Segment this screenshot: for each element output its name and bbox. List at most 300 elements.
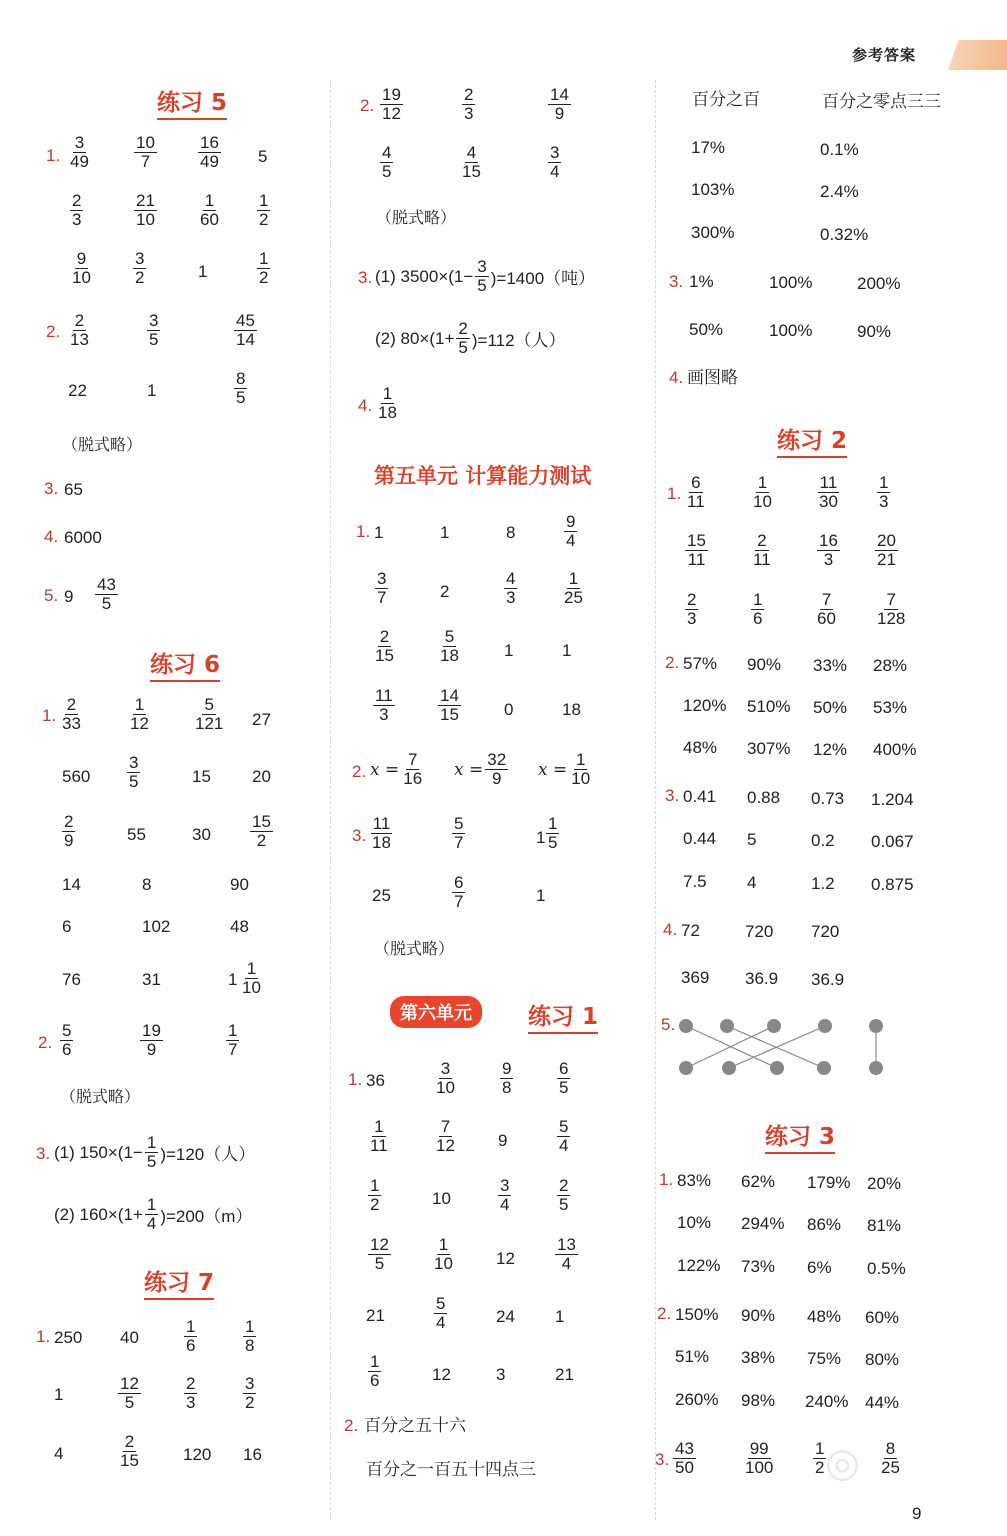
answer-value: 36.9: [745, 969, 779, 988]
fraction-numerator: 7: [407, 750, 418, 769]
fraction-denominator: 5: [559, 1078, 569, 1097]
fraction-numerator: 43: [675, 1439, 694, 1458]
fraction-numerator: 1: [382, 384, 393, 403]
fraction: [879, 1440, 902, 1477]
match-dot: [770, 1061, 784, 1075]
fraction: [95, 576, 118, 613]
fraction-denominator: 11: [370, 1136, 388, 1155]
fraction: [485, 751, 508, 788]
fraction: [145, 1196, 158, 1233]
fraction: [68, 312, 91, 349]
answer-value: 6%: [807, 1258, 832, 1277]
fraction: [456, 320, 469, 357]
answer-value: 48: [230, 917, 249, 936]
answer-value: 76: [62, 970, 81, 989]
item-label: 1.: [46, 146, 61, 165]
fraction-numerator: 19: [142, 1021, 161, 1040]
fraction-numerator: 2: [458, 319, 468, 338]
item-label: 2.: [360, 96, 375, 115]
fraction-denominator: 49: [70, 152, 89, 171]
answer-value: 1: [555, 1307, 565, 1326]
fraction-denominator: 25: [564, 588, 583, 607]
fraction-denominator: 3: [72, 210, 82, 229]
fraction: [240, 960, 263, 997]
answer-value: 1: [504, 641, 514, 660]
answer-value: 53%: [873, 698, 908, 717]
fraction-numerator: 21: [136, 191, 155, 210]
answer-value: 25: [372, 886, 391, 905]
answer-value: 369: [681, 968, 710, 987]
fraction: [815, 591, 838, 628]
fraction: [548, 144, 561, 181]
fraction-denominator: 5: [129, 772, 139, 791]
fraction: [817, 474, 840, 511]
fraction-denominator: 33: [62, 714, 81, 733]
answer-value: 21: [366, 1306, 385, 1325]
fraction-denominator: 4: [436, 1313, 446, 1332]
fraction-denominator: 9: [491, 769, 502, 788]
equation-part: (2) 160×(1+: [54, 1204, 143, 1224]
fraction-numerator: 16: [200, 133, 219, 152]
answer-value: 120: [183, 1445, 212, 1464]
answer-value: 21: [555, 1365, 574, 1384]
fraction-denominator: 49: [200, 152, 219, 171]
answer-value: 1: [536, 886, 546, 905]
fraction-numerator: 9: [76, 249, 87, 268]
fraction-denominator: 3: [379, 705, 389, 724]
fraction: [133, 250, 146, 287]
fraction: [257, 250, 270, 287]
match-dot: [817, 1061, 831, 1075]
answer-value: 98%: [741, 1391, 776, 1410]
item-label: 2.: [46, 322, 61, 341]
fraction-numerator: 2: [74, 311, 85, 330]
fraction-denominator: 12: [382, 104, 401, 123]
fraction-denominator: 12: [130, 714, 149, 733]
section-title: 练习 6: [150, 646, 220, 682]
fraction: [70, 192, 83, 229]
equation-part: )=200（m）: [160, 1207, 253, 1226]
fraction-numerator: 3: [477, 257, 487, 276]
fraction-denominator: 60: [817, 609, 836, 628]
fraction-denominator: 8: [502, 1078, 512, 1097]
fraction-numerator: 2: [559, 1176, 569, 1195]
item-label: 4.: [669, 368, 684, 387]
item-label: 3.: [352, 826, 367, 845]
unit-badge: 第六单元: [390, 996, 482, 1028]
fraction: [685, 591, 698, 628]
item-label: 2.: [657, 1304, 672, 1323]
fraction-denominator: 121: [195, 714, 224, 733]
answer-value: 179%: [807, 1173, 851, 1192]
answer-value: 300%: [691, 223, 735, 242]
answer-value: 250: [54, 1328, 83, 1347]
fraction-denominator: 5: [124, 1393, 135, 1412]
fraction: [434, 1295, 447, 1332]
fraction-numerator: 1: [815, 1439, 825, 1458]
answer-value: 1: [440, 523, 450, 542]
equation: [54, 1196, 252, 1233]
answer-value: 83%: [677, 1171, 712, 1190]
item-label: 3.: [665, 786, 680, 805]
variable: x =: [454, 759, 484, 780]
fraction-numerator: 2: [186, 1374, 196, 1393]
answer-value: 1.204: [871, 790, 914, 809]
fraction: [128, 696, 151, 733]
answer-value: 1%: [689, 272, 714, 291]
answer-value: 40: [120, 1328, 139, 1347]
answer-value: 240%: [805, 1392, 849, 1411]
fraction-numerator: 3: [74, 133, 85, 152]
item-label: 1.: [348, 1070, 363, 1089]
answer-value: 55: [127, 825, 146, 844]
fraction-numerator: 6: [559, 1059, 569, 1078]
answer-value: 122%: [677, 1256, 721, 1275]
fraction-numerator: 11: [375, 686, 393, 705]
answer-value: 200%: [857, 274, 901, 293]
fraction-numerator: 20: [877, 531, 896, 550]
item-label: 1.: [659, 1170, 674, 1189]
fraction-numerator: 12: [370, 1235, 389, 1254]
fraction: [817, 532, 840, 569]
fraction: [462, 86, 475, 123]
equation: [54, 1134, 255, 1171]
fraction-numerator: 1: [757, 473, 768, 492]
item-label: 5.: [661, 1015, 676, 1034]
item-label: 1.: [356, 522, 371, 541]
answer-value: 0.73: [811, 789, 845, 808]
fraction-denominator: 21: [877, 550, 896, 569]
fraction-numerator: 5: [454, 814, 464, 833]
answer-value: 6: [62, 917, 72, 936]
fraction-numerator: 1: [134, 695, 145, 714]
fraction: [434, 1060, 457, 1097]
fraction-denominator: 11: [753, 550, 771, 569]
fraction-denominator: 5: [548, 833, 558, 852]
equation: [454, 751, 510, 788]
fraction-denominator: 18: [378, 403, 397, 422]
fraction-numerator: 5: [559, 1117, 569, 1136]
fraction: [198, 192, 221, 229]
fraction-denominator: 4: [550, 162, 560, 181]
answer-value: 17%: [691, 138, 726, 157]
fraction: [140, 1022, 163, 1059]
fraction: [557, 1060, 570, 1097]
fraction: [548, 86, 571, 123]
answer-value: 307%: [747, 739, 791, 758]
column-left: [0, 0, 330, 1536]
answer-value: 73%: [741, 1257, 776, 1276]
omitted-note: （脱式略）: [62, 435, 143, 454]
equation-part: (1) 150×(1−: [54, 1142, 143, 1162]
fraction: [685, 474, 707, 511]
answer-value: 0.44: [683, 829, 717, 848]
answer-value: 9: [498, 1131, 508, 1150]
fraction-denominator: 5: [374, 1254, 385, 1273]
fraction-denominator: 5: [149, 330, 159, 349]
fraction: [250, 813, 273, 850]
fraction-numerator: 1: [374, 1117, 384, 1136]
answer-value: 400%: [873, 740, 917, 759]
matching-diagram: [679, 1018, 889, 1078]
fraction-numerator: 16: [819, 531, 838, 550]
item-label: 2.: [665, 653, 680, 672]
answer-text: 画图略: [687, 368, 738, 388]
item-label: 3.: [655, 1450, 670, 1469]
answer-value: 560: [62, 767, 91, 786]
fraction-numerator: 1: [568, 569, 579, 588]
fraction: [368, 1353, 381, 1390]
answer-value: 15: [192, 767, 211, 786]
answer-value: 62%: [741, 1172, 776, 1191]
fraction: [147, 312, 160, 349]
answer-value: 57%: [683, 654, 718, 673]
item-label: 3.: [36, 1144, 51, 1163]
fraction: [546, 815, 559, 852]
answer-value: 10%: [677, 1213, 712, 1232]
answer-value: 0.1%: [820, 140, 859, 159]
item-label: 5.: [44, 586, 59, 605]
fraction-denominator: 10: [242, 978, 261, 997]
fraction-denominator: 5: [477, 276, 487, 295]
fraction-numerator: 1: [575, 750, 586, 769]
equation-part: )=120（人）: [160, 1145, 256, 1164]
fraction: [743, 1440, 775, 1477]
answer-value: 27: [252, 710, 271, 729]
answer-value: 8: [506, 523, 516, 542]
fraction-numerator: 4: [506, 569, 516, 588]
match-dot: [818, 1019, 832, 1033]
fraction: [498, 1177, 511, 1214]
answer-value: 1: [228, 970, 238, 989]
fraction: [877, 474, 890, 511]
fraction-denominator: 2: [259, 210, 269, 229]
fraction-numerator: 1: [186, 1317, 196, 1336]
fraction-denominator: 5: [458, 338, 468, 357]
fraction-numerator: 1: [370, 1176, 380, 1195]
item-label: 2.: [38, 1033, 53, 1052]
fraction-denominator: 5: [559, 1195, 569, 1214]
fraction-denominator: 10: [753, 492, 772, 511]
fraction: [460, 144, 483, 181]
fraction-numerator: 5: [436, 1294, 446, 1313]
fraction-numerator: 2: [687, 590, 697, 609]
answer-value: 30: [192, 825, 211, 844]
fraction-numerator: 43: [97, 575, 116, 594]
match-dot: [767, 1019, 781, 1033]
variable: x =: [538, 759, 568, 780]
fraction-denominator: 6: [370, 1371, 380, 1390]
item-label: 4.: [358, 396, 373, 415]
fraction: [500, 1060, 513, 1097]
item-label: 3.: [669, 272, 684, 291]
fraction-numerator: 19: [382, 85, 401, 104]
answer-value: 81%: [867, 1216, 902, 1235]
equation: [375, 258, 595, 295]
fraction-denominator: 2: [815, 1458, 825, 1477]
fraction: [373, 628, 396, 665]
fraction-numerator: 11: [819, 473, 838, 492]
answer-value: 102: [142, 917, 171, 936]
fraction-numerator: 4: [382, 143, 392, 162]
answer-value: 2.4%: [820, 182, 859, 201]
fraction-denominator: 5: [101, 594, 112, 613]
watermark-logo: ◎: [825, 1441, 860, 1485]
answer-value: 100%: [769, 321, 813, 340]
fraction-numerator: 1: [753, 590, 763, 609]
fraction-denominator: 15: [375, 646, 394, 665]
fraction: [184, 1375, 197, 1412]
fraction-numerator: 1: [438, 1235, 449, 1254]
match-dot: [722, 1061, 736, 1075]
answer-value: 1: [54, 1385, 64, 1404]
equation-part: (1) 3500×(1−: [375, 266, 474, 286]
page-number: 9: [912, 1504, 922, 1523]
fraction-numerator: 15: [252, 812, 271, 831]
fraction: [438, 628, 461, 665]
fraction-numerator: 1: [370, 1352, 380, 1371]
answer-value: 510%: [747, 697, 791, 716]
equation: [370, 751, 426, 788]
fraction: [475, 258, 488, 295]
fraction-numerator: 1: [228, 1021, 238, 1040]
fraction: [875, 532, 898, 569]
fraction: [60, 1022, 73, 1059]
answer-value: 0: [504, 700, 514, 719]
answer-value: 90%: [741, 1306, 776, 1325]
fraction-numerator: 1: [879, 473, 889, 492]
fraction: [243, 1318, 256, 1355]
answer-value: 1: [198, 262, 208, 281]
fraction-denominator: 11: [687, 492, 705, 511]
answer-value: 5: [258, 147, 268, 166]
fraction: [184, 1318, 197, 1355]
fraction-numerator: 2: [72, 191, 82, 210]
answer-value: 10: [432, 1189, 451, 1208]
fraction: [370, 815, 393, 852]
fraction-denominator: 10: [571, 769, 591, 788]
fraction-denominator: 4: [561, 1254, 572, 1273]
fraction: [564, 513, 577, 550]
answer-text: 百分之百: [692, 90, 760, 110]
item-label: 4.: [44, 527, 59, 546]
fraction-denominator: 2: [245, 1393, 255, 1412]
fraction-denominator: 6: [62, 1040, 72, 1059]
fraction-numerator: 3: [129, 753, 139, 772]
answer-value: 72: [681, 921, 700, 940]
section-title: 练习 3: [765, 1118, 835, 1154]
fraction-denominator: 18: [372, 833, 391, 852]
fraction: [62, 813, 75, 850]
answer-value: 90%: [747, 655, 782, 674]
fraction: [243, 1375, 256, 1412]
fraction-denominator: 10: [136, 210, 155, 229]
fraction: [562, 570, 585, 607]
fraction-denominator: 2: [259, 268, 269, 287]
fraction-denominator: 4: [566, 531, 576, 550]
fraction-numerator: 6: [454, 873, 464, 892]
fraction: [438, 687, 461, 724]
item-label: 4.: [663, 920, 678, 939]
fraction-denominator: 50: [675, 1458, 694, 1477]
fraction: [557, 1118, 570, 1155]
fraction: [373, 687, 395, 724]
fraction: [257, 192, 270, 229]
answer-value: 5: [747, 830, 757, 849]
fraction-denominator: 9: [64, 831, 74, 850]
fraction-denominator: 5: [236, 388, 246, 407]
fraction: [193, 696, 225, 733]
fraction: [673, 1440, 696, 1477]
answer-value: 0.32%: [820, 225, 869, 244]
fraction-numerator: 8: [885, 1439, 896, 1458]
item-label: 1.: [667, 484, 682, 503]
fraction-numerator: 2: [464, 85, 474, 104]
match-dot: [679, 1019, 693, 1033]
fraction: [452, 874, 465, 911]
fraction-numerator: 2: [379, 627, 390, 646]
fraction-denominator: 5: [146, 1152, 157, 1171]
fraction-denominator: 15: [120, 1451, 139, 1470]
fraction-numerator: 3: [550, 143, 560, 162]
fraction: [685, 532, 708, 569]
answer-value: 80%: [865, 1350, 900, 1369]
fraction-denominator: 3: [687, 609, 697, 628]
equation-part: (2) 80×(1+: [375, 328, 455, 348]
fraction-denominator: 100: [745, 1458, 774, 1477]
answer-value: 65: [64, 480, 83, 499]
answer-value: 4: [54, 1444, 64, 1463]
fraction: [368, 1118, 390, 1155]
answer-value: 260%: [675, 1390, 719, 1409]
answer-value: 6000: [64, 528, 102, 547]
answer-text: 百分之五十六: [364, 1416, 466, 1436]
section-title: 练习 7: [144, 1264, 214, 1300]
fraction-numerator: 3: [149, 311, 159, 330]
fraction-denominator: 12: [436, 1136, 455, 1155]
fraction-numerator: 7: [821, 590, 832, 609]
fraction-denominator: 7: [454, 892, 464, 911]
fraction: [401, 751, 424, 788]
fraction: [134, 134, 157, 171]
answer-value: 1: [562, 641, 572, 660]
fraction-denominator: 10: [436, 1078, 455, 1097]
fraction-denominator: 5: [382, 162, 392, 181]
match-dot: [869, 1019, 883, 1033]
answer-value: 51%: [675, 1347, 710, 1366]
fraction-denominator: 3: [464, 104, 474, 123]
answer-value: 31: [142, 970, 161, 989]
answer-value: 50%: [689, 320, 724, 339]
equation-part: )=1400（吨）: [490, 269, 596, 288]
fraction-denominator: 60: [200, 210, 219, 229]
fraction-numerator: 12: [120, 1374, 139, 1393]
match-dot: [869, 1061, 883, 1075]
omitted-note: （脱式略）: [376, 208, 457, 227]
unit-title: 第五单元 计算能力测试: [374, 464, 592, 488]
answer-value: 20%: [867, 1174, 902, 1193]
match-dot: [720, 1019, 734, 1033]
fraction-denominator: 3: [186, 1393, 196, 1412]
answer-value: 12: [496, 1249, 515, 1268]
section-title: 练习 2: [777, 422, 847, 458]
answer-value: 60%: [865, 1308, 900, 1327]
answer-value: 0.41: [683, 787, 717, 806]
fraction-denominator: 7: [228, 1040, 238, 1059]
answer-value: 38%: [741, 1348, 776, 1367]
answer-value: 1.2: [811, 874, 835, 893]
answer-value: 3: [496, 1365, 506, 1384]
